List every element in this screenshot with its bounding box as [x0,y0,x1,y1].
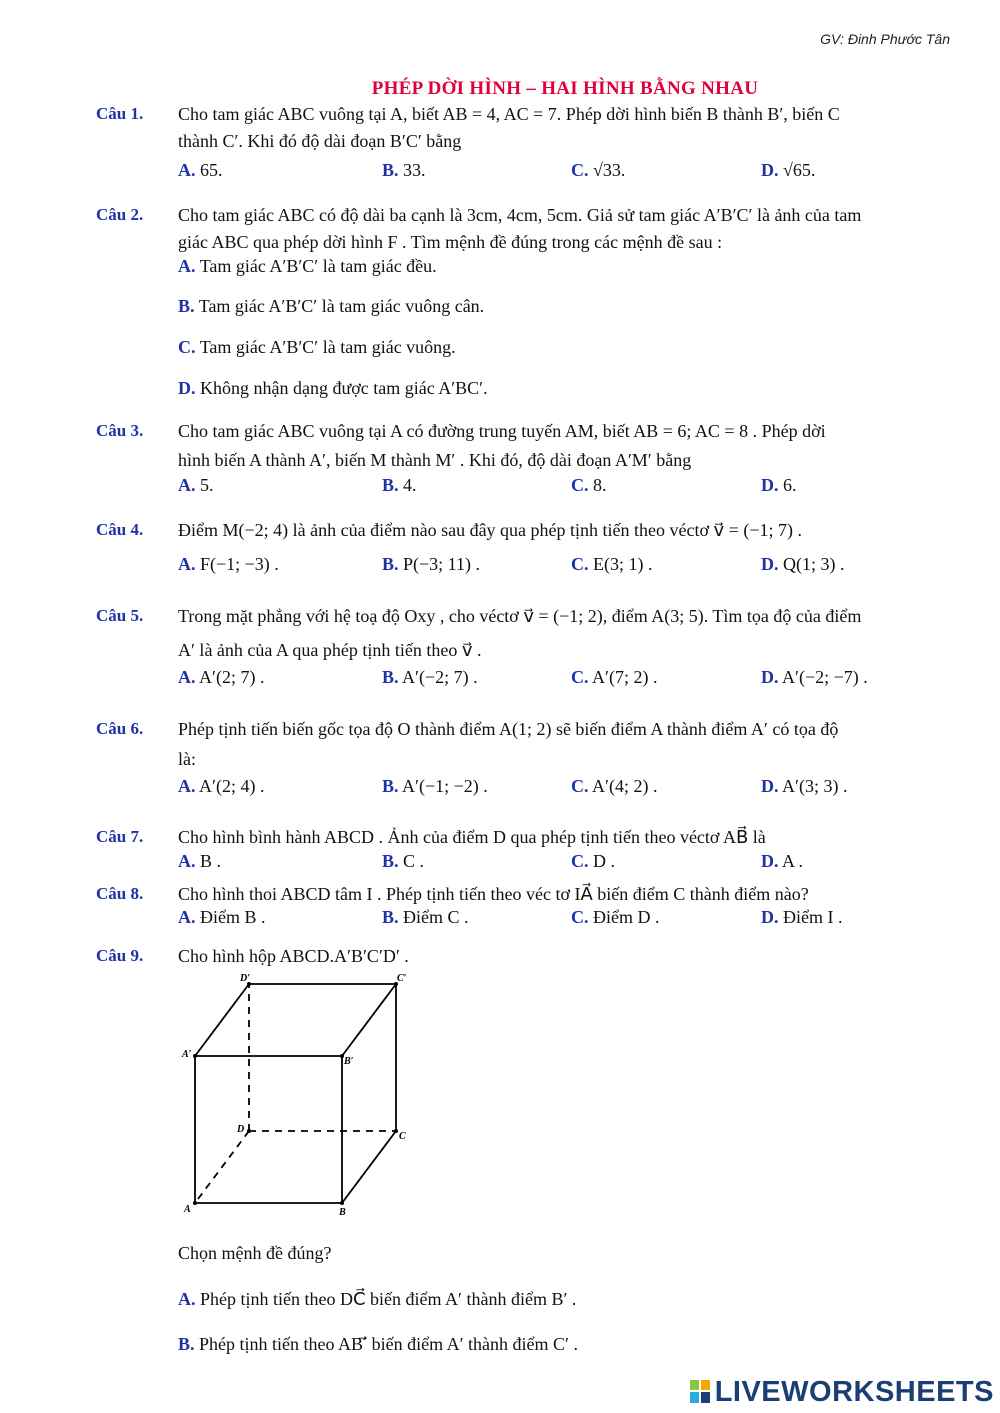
brand-name: LIVEWORKSHEETS [714,1376,994,1408]
liveworksheets-logo [690,1376,994,1409]
question-5-option-d[interactable] [761,667,868,688]
vertex-ap [193,1054,197,1058]
liveworksheets-icon [690,1380,712,1404]
option-text: A′(7; 2) . [592,667,658,687]
question-1-stem-line-2: thành C′. Khi đó độ dài đoạn B′C′ bằng [178,131,462,151]
option-letter: D. [178,378,196,398]
question-9-stem-line-1: Cho hình hộp ABCD.A′B′C′D′ . [178,946,409,966]
edge-b-c [342,1131,396,1203]
option-letter: A. [178,1289,196,1309]
option-letter: C. [571,554,589,574]
question-3-stem-line-2: hình biến A thành A′, biến M thành M′ . Khi đó, độ dài đoạn A′M′ bằng [178,450,692,470]
question-7-stem-line-1: Cho hình bình hành ABCD . Ảnh của điểm D qua phép tịnh tiến theo véctơ AB⃗ là [178,827,766,847]
question-6-stem-line-2: là: [178,749,196,769]
option-letter: D. [761,907,779,927]
option-letter: C. [571,907,589,927]
question-5-option-a[interactable] [178,667,264,688]
question-2-option-c[interactable] [178,337,456,358]
question-1-option-d[interactable] [761,160,815,181]
option-letter: A. [178,776,196,796]
question-8-label: Câu 8. [96,884,144,903]
option-text: A′(4; 2) . [592,776,658,796]
question-5-stem-line-2: A′ là ảnh của A qua phép tịnh tiến theo v⃗ . [178,640,482,660]
option-letter: D. [761,160,779,180]
question-2-stem-line-2: giác ABC qua phép dời hình F . Tìm mệnh đề đúng trong các mệnh đề sau : [178,232,723,252]
option-text: P(−3; 11) . [403,554,480,574]
option-text: 33. [403,160,426,180]
question-8-option-a[interactable] [178,907,266,928]
option-letter: A. [178,554,196,574]
option-letter: B. [382,776,399,796]
option-letter: A. [178,475,196,495]
option-text: Điểm B . [200,907,266,927]
question-2-stem-line-1: Cho tam giác ABC có độ dài ba cạnh là 3cm, 4cm, 5cm. Giả sử tam giác A′B′C′ là ảnh của tam [178,205,862,225]
question-7-option-a[interactable] [178,851,221,872]
option-letter: B. [178,1334,195,1354]
option-text: Điểm C . [403,907,469,927]
option-text: A′(3; 3) . [782,776,848,796]
option-text: A′(2; 4) . [199,776,265,796]
label-ap: A′ [182,1049,192,1060]
option-text: √33. [593,160,626,180]
option-letter: B. [382,851,399,871]
question-7-option-d[interactable] [761,851,803,872]
question-4-option-c[interactable] [571,554,652,575]
label-c: C [399,1131,406,1142]
option-letter: D. [761,475,779,495]
vertex-c [394,1129,398,1133]
option-letter: C. [571,851,589,871]
question-3-option-b[interactable] [382,475,417,496]
question-9-option-b[interactable] [178,1334,578,1355]
option-text: Điểm D . [593,907,660,927]
question-9-prompt: Chọn mệnh đề đúng? [178,1243,332,1263]
option-letter: D. [761,776,779,796]
question-6-option-c[interactable] [571,776,657,797]
question-4-option-a[interactable] [178,554,279,575]
option-text: Phép tịnh tiến theo DC⃗ biến điểm A′ thành điểm B′ . [200,1289,577,1309]
page-title: PHÉP DỜI HÌNH – HAI HÌNH BẰNG NHAU [371,78,759,99]
question-6-stem-line-1: Phép tịnh tiến biến gốc tọa độ O thành điểm A(1; 2) sẽ biến điểm A thành điểm A′ có tọa độ [178,719,839,739]
question-7-option-c[interactable] [571,851,615,872]
option-letter: C. [571,776,589,796]
option-text: Tam giác A′B′C′ là tam giác vuông cân. [198,296,485,316]
option-letter: B. [178,296,195,316]
option-text: F(−1; −3) . [200,554,279,574]
option-text: A . [782,851,804,871]
option-text: A′(−1; −2) . [402,776,488,796]
option-letter: B. [382,475,399,495]
option-text: E(3; 1) . [593,554,653,574]
option-letter: A. [178,256,196,276]
label-bp: B′ [344,1056,354,1067]
option-letter: C. [571,475,589,495]
question-4-option-b[interactable] [382,554,480,575]
option-text: Q(1; 3) . [783,554,845,574]
question-8-option-d[interactable] [761,907,842,928]
vertex-b [340,1201,344,1205]
option-text: B . [200,851,222,871]
question-7-label: Câu 7. [96,827,144,846]
option-text: Tam giác A′B′C′ là tam giác vuông. [199,337,456,357]
question-6-option-d[interactable] [761,776,847,797]
option-letter: A. [178,160,196,180]
question-4-stem-line-1: Điểm M(−2; 4) là ảnh của điểm nào sau đây qua phép tịnh tiến theo véctơ v⃗ = (−1; 7) . [178,520,802,540]
question-6-option-b[interactable] [382,776,488,797]
option-text: Điểm I . [783,907,843,927]
question-1-option-c[interactable] [571,160,625,181]
edge-bp-cp [342,984,396,1056]
question-8-option-c[interactable] [571,907,660,928]
option-letter: A. [178,907,196,927]
option-letter: B. [382,907,399,927]
question-6-option-a[interactable] [178,776,264,797]
question-1-stem-line-1: Cho tam giác ABC vuông tại A, biết AB = 4, AC = 7. Phép dời hình biến B thành B′, biến C [178,104,840,124]
option-letter: B. [382,160,399,180]
vertex-a [193,1201,197,1205]
question-7-option-b[interactable] [382,851,424,872]
teacher-header: GV: Đinh Phước Tân [820,31,950,47]
question-9-label: Câu 9. [96,946,144,965]
option-text: 4. [403,475,417,495]
question-2-label: Câu 2. [96,205,144,224]
question-2-option-a[interactable] [178,256,437,277]
option-letter: A. [178,851,196,871]
option-letter: B. [382,554,399,574]
question-5-option-b[interactable] [382,667,478,688]
question-1-option-b[interactable] [382,160,426,181]
question-3-option-a[interactable] [178,475,214,496]
question-1-option-a[interactable] [178,160,223,181]
question-6-label: Câu 6. [96,719,144,738]
option-text: A′(−2; 7) . [402,667,478,687]
question-1-label: Câu 1. [96,104,144,123]
option-text: C . [403,851,425,871]
edge-d-a [195,1131,249,1203]
question-2-option-b[interactable] [178,296,484,317]
question-5-option-c[interactable] [571,667,657,688]
option-text: 5. [200,475,214,495]
question-5-label: Câu 5. [96,606,144,625]
question-2-option-d[interactable] [178,378,488,399]
label-b: B [339,1207,346,1218]
option-text: Tam giác A′B′C′ là tam giác đều. [199,256,437,276]
question-3-option-c[interactable] [571,475,607,496]
question-4-option-d[interactable] [761,554,845,575]
option-letter: C. [178,337,196,357]
cube-diagram [178,970,418,1220]
question-5-stem-line-1: Trong mặt phẳng với hệ toạ độ Oxy , cho véctơ v⃗ = (−1; 2), điểm A(3; 5). Tìm tọa độ của điểm [178,606,862,626]
option-letter: C. [571,667,589,687]
label-d: D [237,1124,245,1135]
label-cp: C′ [397,973,407,984]
label-a: A [184,1204,191,1215]
question-9-option-a[interactable] [178,1289,576,1310]
question-3-option-d[interactable] [761,475,797,496]
option-text: 65. [200,160,223,180]
option-letter: D. [761,667,779,687]
vertex-d [247,1129,251,1133]
option-text: A′(−2; −7) . [782,667,868,687]
option-text: Không nhận dạng được tam giác A′BC′. [200,378,488,398]
question-8-option-b[interactable] [382,907,469,928]
option-text: D . [593,851,615,871]
option-text: A′(2; 7) . [199,667,265,687]
question-4-label: Câu 4. [96,520,144,539]
edge-ap-dp [195,984,249,1056]
option-text: Phép tịnh tiến theo AB′⃗ biến điểm A′ thành điểm C′ . [199,1334,578,1354]
label-dp: D′ [240,973,251,984]
option-letter: D. [761,554,779,574]
question-8-stem-line-1: Cho hình thoi ABCD tâm I . Phép tịnh tiến theo véc tơ IA⃗ biến điểm C thành điểm nào? [178,884,809,904]
option-letter: C. [571,160,589,180]
question-3-label: Câu 3. [96,421,144,440]
question-3-stem-line-1: Cho tam giác ABC vuông tại A có đường trung tuyến AM, biết AB = 6; AC = 8 . Phép dời [178,421,826,441]
option-text: 6. [783,475,797,495]
option-text: 8. [593,475,607,495]
option-letter: B. [382,667,399,687]
option-letter: D. [761,851,779,871]
option-letter: A. [178,667,196,687]
option-text: √65. [783,160,816,180]
